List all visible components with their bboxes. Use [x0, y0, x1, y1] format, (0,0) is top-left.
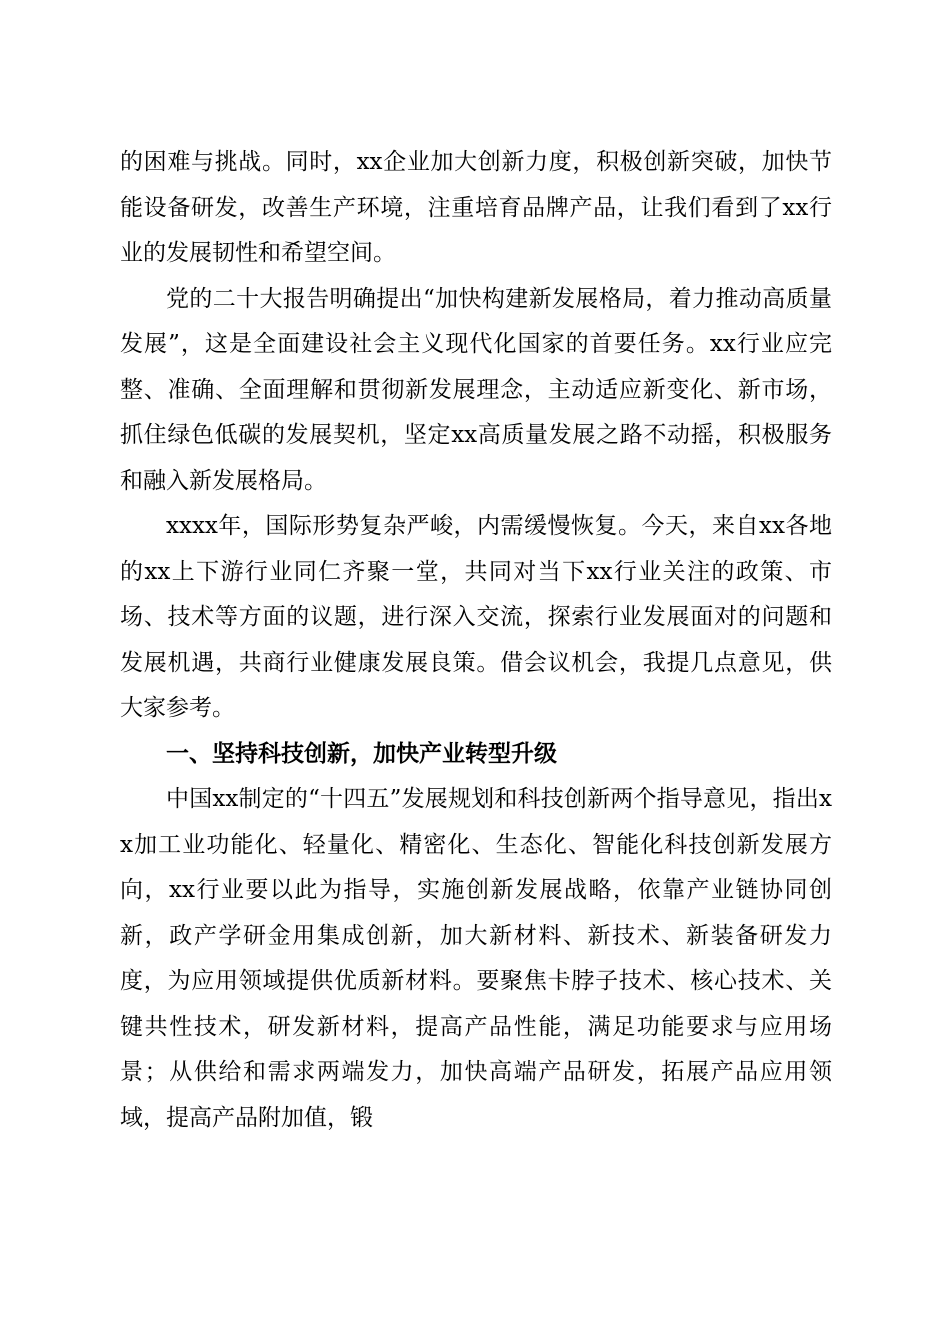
paragraph-tech-innovation: 中国xx制定的“十四五”发展规划和科技创新两个指导意见，指出xx加工业功能化、轻量化、精密化、生态化、智能化科技创新发展方向，xx行业要以此为指导，实施创新发展战略，依靠产业链协同创新，政产学研金用集成创新，加大新材料、新技术、新装备研发力度，为应用领域提供优质新材料。要聚焦卡脖子技术、核心技术、关键共性技术，研发新材料，提高产品性能，满足功能要求与应用场景；从供给和需求两端发力，加快高端产品研发，拓展产品应用领域，提高产品附加值，锻: [120, 786, 832, 1131]
section-heading: 一、坚持科技创新，加快产业转型升级: [166, 740, 557, 767]
paragraph-congress-report: 党的二十大报告明确提出“加快构建新发展格局，着力推动高质量发展”，这是全面建设社会主义现代化国家的首要任务。xx行业应完整、准确、全面理解和贯彻新发展理念，主动适应新变化、新市场，抓住绿色低碳的发展契机，坚定xx高质量发展之路不动摇，积极服务和融入新发展格局。: [120, 285, 832, 494]
paragraph-continuation: 的困难与挑战。同时，xx企业加大创新力度，积极创新突破，加快节能设备研发，改善生产环境，注重培育品牌产品，让我们看到了xx行业的发展韧性和希望空间。: [120, 149, 832, 266]
document-body: [120, 140, 832, 1141]
paragraph-meeting-intro: xxxx年，国际形势复杂严峻，内需缓慢恢复。今天，来自xx各地的xx上下游行业同仁齐聚一堂，共同对当下xx行业关注的政策、市场、技术等方面的议题，进行深入交流，探索行业发展面对的问题和发展机遇，共商行业健康发展良策。借会议机会，我提几点意见，供大家参考。: [120, 513, 832, 721]
